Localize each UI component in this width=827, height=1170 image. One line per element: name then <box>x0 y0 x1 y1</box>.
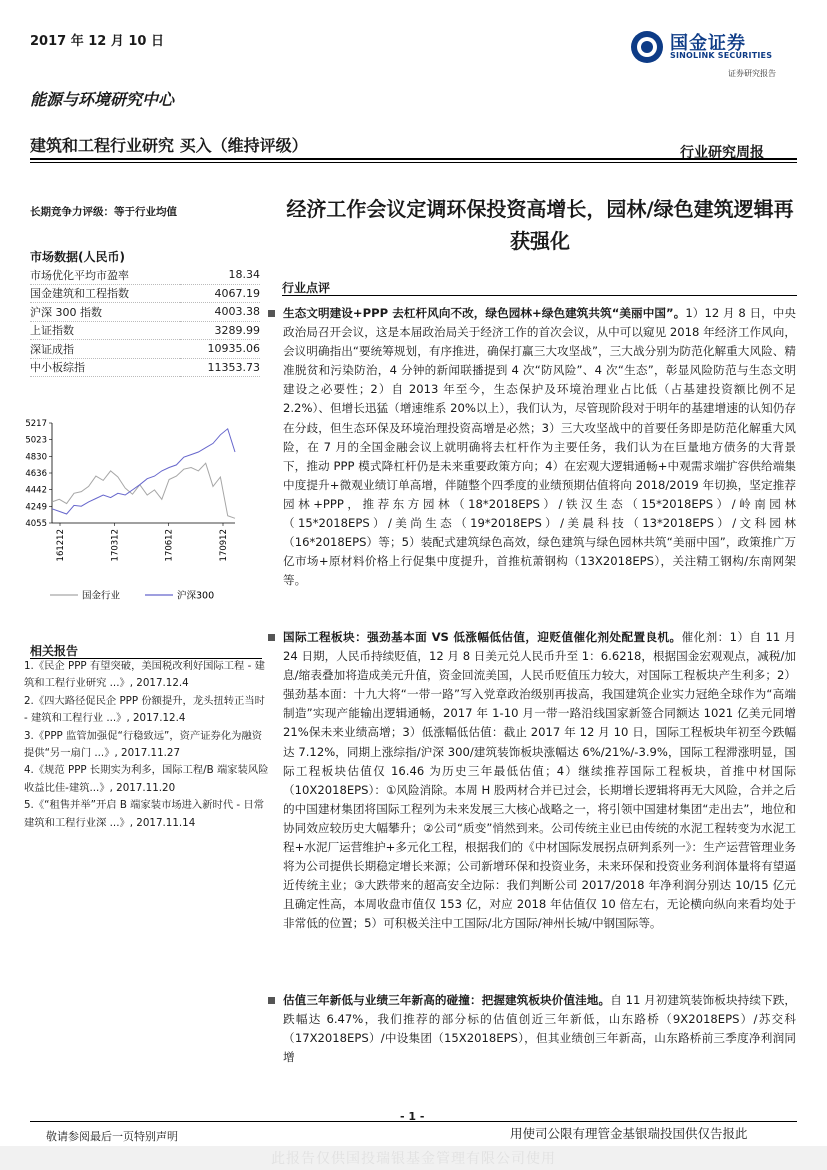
logo-text-cn: 国金证券 <box>670 33 746 54</box>
paragraph-3-text: 自 11 月初建筑装饰板块持续下跌，跌幅达 6.47%，我们推荐的部分标的估值创近三年新低，山东路桥（9X2018EPS）/苏交科（17X2018EPS）/中设集团（15X2018EPS），但其业绩创三年新高，山东路桥前三季度净利润同增 <box>283 993 796 1065</box>
market-label: 国金建筑和工程指数 <box>30 284 180 303</box>
header-divider <box>30 158 797 160</box>
related-report-item[interactable]: 1.《民企 PPP 有望突破，美国税改利好国际工程 - 建筑和工程行业研究 ...》, 2017.12.4 <box>24 660 265 690</box>
paragraph-1-lead: 生态文明建设+PPP 去杠杆风向不改，绿色园林+绿色建筑共筑“美丽中国”。 <box>283 306 686 320</box>
market-value: 18.34 <box>180 266 260 284</box>
market-label: 上证指数 <box>30 321 180 340</box>
market-value: 4003.38 <box>180 303 260 322</box>
research-center: 能源与环境研究中心 <box>30 90 175 109</box>
market-row <box>30 321 260 340</box>
logo-mark-icon <box>630 30 664 64</box>
report-title: 经济工作会议定调环保投资高增长，园林/绿色建筑逻辑再获强化 <box>286 197 794 253</box>
paragraph-3-lead: 估值三年新低与业绩三年新高的碰撞：把握建筑板块价值洼地。 <box>283 993 611 1007</box>
x-tick-label: 170612 <box>164 529 175 562</box>
footer-disclaimer: 敬请参阅最后一页特别声明 <box>46 1130 178 1143</box>
y-tick-label: 4055 <box>25 519 47 529</box>
bullet-icon <box>268 997 275 1004</box>
index-chart <box>20 410 265 610</box>
related-reports-list <box>24 658 269 832</box>
related-reports-title: 相关报告 <box>30 644 79 658</box>
section-title: 行业点评 <box>282 281 331 295</box>
y-tick-label: 4830 <box>25 452 47 463</box>
series-line-0 <box>52 463 235 518</box>
market-value: 3289.99 <box>180 321 260 340</box>
related-report-item[interactable]: 4.《规范 PPP 长期实为利多，国际工程/B 端家装风险收益比佳-建筑...》, 2017.11.20 <box>24 764 269 794</box>
market-value: 10935.06 <box>180 340 260 359</box>
y-tick-label: 4636 <box>25 469 47 479</box>
y-tick-label: 5023 <box>25 435 47 446</box>
section-divider <box>282 295 797 296</box>
paragraph-2-lead: 国际工程板块：强劲基本面 VS 低涨幅低估值，迎贬值催化剂处配置良机。 <box>283 630 682 644</box>
x-tick-label: 161212 <box>56 529 66 562</box>
paragraph-2 <box>283 628 796 934</box>
industry-rating: 建筑和工程行业研究 买入（维持评级） <box>30 136 308 155</box>
paragraph-1-text: 1）12 月 8 日，中央政治局召开会议，这是本届政治局关于经济工作的首次会议，从中可以窥见 2018 年经济工作风向，会议明确指出“要统筹规划，有序推进，确保打赢三大攻坚战”，三大战分别为防范化解重大风险、精准脱贫和污染防治，4 分钟的新闻联播提到 4 次“防风险”、4 次“生态”，彰显风险防范与生态文明建设之必要性；2）自 2013 年至今，生态保护及环境治理业占比低（占基建投资额比例不足 2.2%）、但增长迅猛（增速维系 20%以上），我们认为，尽管现阶段对于明年的基建增速的认知仍存在分歧，但生态环保及环境治理投资高增是必然；3）三大攻坚战中的首要任务即是防范化解重大风险，在 7 月的全国金融会议上就明确将去杠杆作为主要任务，我们认为在巨量地方债务的大背景下，推动 PPP 模式降杠杆仍是未来重要政策方向；4）在宏观大逻辑通畅+中观需求端扩容供给端集中度提升+微观业绩订单高增，伴随整个四季度的业绩预期估值将向 2018/2019 年切换，坚定推荐园林+PPP，推荐东方园林（18*2018EPS）/铁汉生态（15*2018EPS）/岭南园林（15*2018EPS）/美尚生态（19*2018EPS）/美晨科技（13*2018EPS）/文科园林（16*2018EPS）等；5）装配式建筑绿色高效，绿色建筑与绿色园林共筑“美丽中国”，政策推广万亿市场+原材料价格上行促集中度提升，首推杭萧钢构（13X2018EPS），关注精工钢构/东南网架等。 <box>283 306 797 588</box>
legend-label: 国金行业 <box>82 590 121 602</box>
paragraph-3 <box>283 991 796 1067</box>
series-line-1 <box>52 429 235 514</box>
market-data-title: 市场数据(人民币) <box>30 250 125 264</box>
y-tick-label: 4442 <box>25 485 47 496</box>
market-row <box>30 266 260 284</box>
market-value: 11353.73 <box>180 358 260 377</box>
logo-text-en: SINOLINK SECURITIES <box>670 51 773 60</box>
header-divider-thin <box>30 162 797 163</box>
market-row <box>30 358 260 377</box>
market-value: 4067.19 <box>180 284 260 303</box>
market-row <box>30 340 260 359</box>
market-data-table <box>30 266 260 377</box>
y-tick-label: 5217 <box>25 419 47 429</box>
paragraph-1 <box>283 304 796 590</box>
legend-label: 沪深300 <box>177 590 215 602</box>
footer-divider <box>30 1121 797 1122</box>
market-label: 深证成指 <box>30 340 180 359</box>
competitiveness-rating: 长期竞争力评级：等于行业均值 <box>30 206 177 218</box>
market-row <box>30 303 260 322</box>
logo-subtitle: 证券研究报告 <box>728 69 776 78</box>
y-tick-label: 4249 <box>25 502 47 513</box>
related-report-item[interactable]: 3.《PPP 监管加强促“行稳致远”，资产证券化为融资提供“另一扇门 ...》, 2017.11.27 <box>24 729 263 760</box>
market-label: 市场优化平均市盈率 <box>30 266 180 284</box>
bullet-icon <box>268 634 275 641</box>
report-type: 行业研究周报 <box>680 145 764 161</box>
page-number: - 1 - <box>400 1110 425 1123</box>
x-tick-label: 170312 <box>110 529 121 562</box>
company-logo <box>630 26 800 86</box>
report-date: 2017 年 12 月 10 日 <box>30 34 164 49</box>
footer-note: 用使司公限有理管金基银瑞投国供仅告报此 <box>510 1126 748 1141</box>
market-label: 中小板综指 <box>30 358 180 377</box>
paragraph-2-text: 催化剂：1）自 11 月 24 日期，人民币持续贬值，12 月 8 日美元兑人民币升至 1：6.6218，根据国金宏观观点，减税/加息/缩表叠加将造成美元升值，资金回流美国，人民币贬值压力较大，对国际工程板块产生利多；2）强劲基本面：十九大将“一带一路”写入党章政治级别再拔高，我国建筑企业实力冠绝全球作为“高端制造”实现产能输出逻辑通畅，2017 年 1-10 月一带一路沿线国家新签合同额达 1021 亿美元同增 21%保未来业绩高增；3）低涨幅低估值：截止 2017 年 12 月 10 日，国际工程板块年初至今跌幅达 7.12%，同期上涨综指/沪深 300/建筑装饰板块涨幅达 6%/21%/-3.9%，国际工程滞涨明显，国际工程板块估值仅 16.46 为历史三年最低估值；4）继续推荐国际工程板块，首推中材国际（10X2018EPS）：①风险消除。本周 H 股两材合并已过会，长期增长逻辑将再无大风险，合并之后的中国建材集团将国际工程列为未来发展三大核心战略之一，将引领中国建材集团“走出去”，地位和协同效应较历史大幅攀升；②公司“质变”悄然到来。公司传统主业已由传统的水泥工程转变为水泥工程+水泥厂运营维护+多元化工程，根据我们的《中材国际发展拐点研判系列一》：生产运营管理业务将为公司提供长期稳定增长来源；公司新增环保和投资业务，未来环保和投资业务利润体量将有望逼近传统主业；③大跌带来的超高安全边际：我们判断公司 2017/2018 年净利润分别达 10/15 亿元且确定性高，本周收盘市值仅 153 亿，对应 2018 年估值仅 10 倍左右，无论横向纵向来看均处于非常低的位置；5）可积极关注中工国际/北方国际/神州长城/中钢国际等。 <box>283 630 796 931</box>
market-row <box>30 284 260 303</box>
related-report-item[interactable]: 2.《四大路径促民企 PPP 份额提升，龙头扭转正当时 - 建筑和工程行业 ...》, 2017.12.4 <box>24 694 265 725</box>
footer-watermark: 此报告仅供国投瑞银基金管理有限公司使用 <box>271 1151 556 1167</box>
market-label: 沪深 300 指数 <box>30 303 180 322</box>
x-tick-label: 170912 <box>219 529 229 562</box>
related-report-item[interactable]: 5.《“租售并举”开启 B 端家装市场进入新时代 - 日常建筑和工程行业深 ...》, 2017.11.14 <box>24 799 265 829</box>
bullet-icon <box>268 310 275 317</box>
